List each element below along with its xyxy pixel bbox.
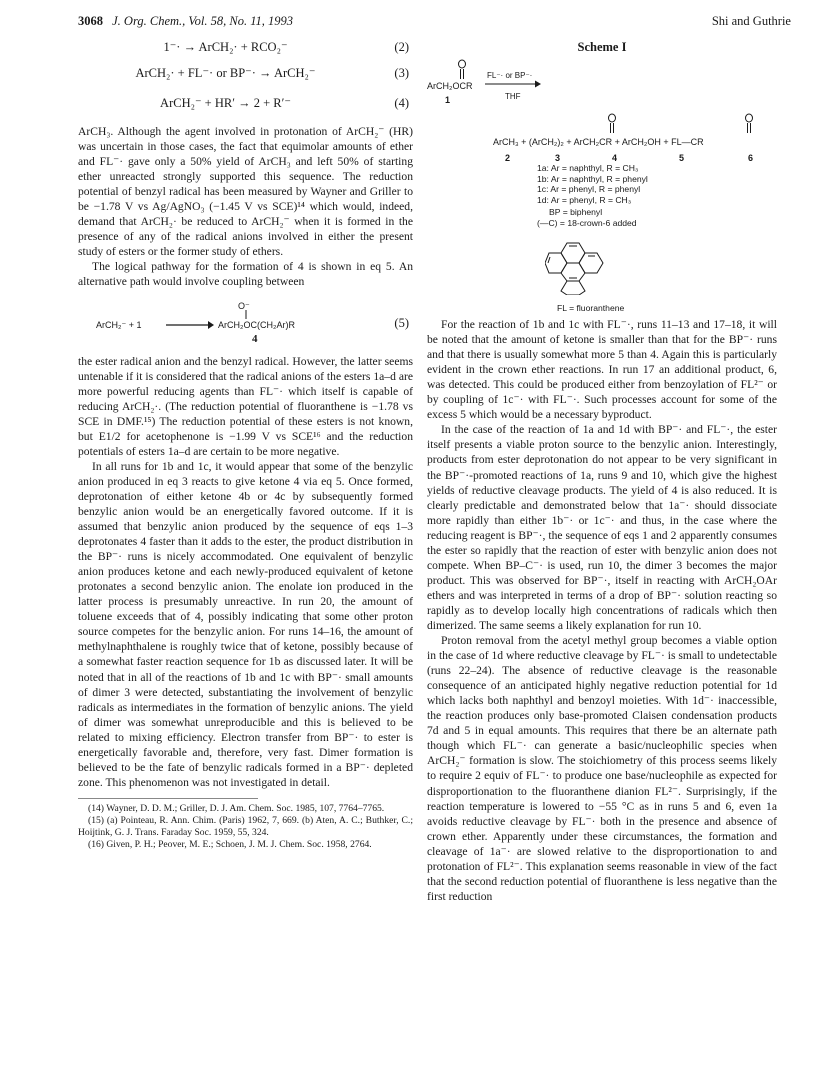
products: ArCH₃ + (ArCH₂)₂ + ArCH₂CR + ArCH₂OH + FL—CR xyxy=(493,137,704,148)
page-header xyxy=(78,14,791,30)
scheme-title: Scheme I xyxy=(577,40,627,54)
fluoranthene-structure-icon xyxy=(545,239,615,295)
running-authors: Shi and Guthrie xyxy=(711,14,791,28)
scheme-definitions: 1a: Ar = naphthyl, R = CH₃ 1b: Ar = naphthyl, R = phenyl 1c: Ar = phenyl, R = phenyl 1d: Ar = phenyl, R = CH₃ BP = biphenyl (—C) = 18-crown-6 added xyxy=(537,163,648,229)
equation-3: ArCH₂· + FL⁻· or BP⁻· → ArCH₂⁻ (3) xyxy=(135,66,409,80)
footnote-16: (16) Given, P. H.; Peover, M. E.; Schoen, J. M. J. Chem. Soc. 1958, 2764. xyxy=(88,839,372,851)
equation-4: ArCH₂⁻ + HR′ → 2 + R′⁻ (4) xyxy=(160,96,409,110)
carbonyl-icon xyxy=(456,59,468,81)
footnote-15: (15) (a) Pointeau, R. Ann. Chim. (Paris) 1962, 7, 669. (b) Aten, A. C.; Buthker, C.; Hoijtink, G. J. Trans. Faraday Soc. 1959, 55, 324. xyxy=(78,815,413,839)
journal-citation: J. Org. Chem., Vol. 58, No. 11, 1993 xyxy=(112,14,294,28)
carbonyl-icon xyxy=(606,113,618,135)
paragraph: the ester radical anion and the benzyl radical. However, the latter seems untenable if it is considered that the radical anions of the esters 1a–d are more powerful reducing agents than FL⁻· which itself is capable of reducing ArCH₂·. (The reduction potential of fluoranthene is −1.78 vs SCE in DMF.¹⁵) The reduction potential of these esters is not known, but E1/2 for acetophenone is −1.99 V vs SCE¹⁶ and the reduction potentials of esters 1a–d are certain to be more negative. xyxy=(78,354,413,458)
page-number: 3068 xyxy=(78,14,103,28)
reactant: ArCH₂OCR xyxy=(427,81,473,92)
right-column xyxy=(427,40,777,904)
left-column xyxy=(78,40,413,852)
equation-2: 1⁻· → ArCH₂· + RCO₂⁻ (2) xyxy=(163,40,409,54)
paragraph: Proton removal from the acetyl methyl group becomes a viable option in the case of 1d where reductive cleavage by FL⁻· is small to undetectable (runs 22–24). The absence of reductive cleavage is the reasonable consequence of an anticipated highly negative reduction potential for 1d which lacks both naphthyl and benzoyl moieties. With 1d⁻· inaccessible, the reaction produces only base-promoted Claisen condensation products 7d and 5 in equal amounts. This requires that there be an alternate path though which FL⁻· can generate a basic/nucleophilic species when ArCH₂⁻ formation is slow. The stoichiometry of this process seems likely to require 2 equiv of FL⁻· to produce one base/nucleophile as expected for disproportionation to the fluoranthene dianion FL²⁻. Surprisingly, if the reaction temperature is lowered to −55 °C as in runs 5 and 6, even 1a avoids reductive cleavage by FL⁻· both in the presence and absence of crown ether. Apparently under these circumstances, the formation and cleavage of 1a⁻· are slowed relative to the disproportionation to and protonation of FL²⁻. This explanation seems reasonable in view of the fact that the second reduction potential of fluoranthene is less negative than the first reduction xyxy=(427,634,777,903)
paragraph: The logical pathway for the formation of 4 is shown in eq 5. An alternative path would involve coupling between xyxy=(78,260,413,289)
reaction-arrow-icon xyxy=(485,79,541,89)
carbonyl-icon xyxy=(743,113,755,135)
paragraph: For the reaction of 1b and 1c with FL⁻·, runs 11–13 and 17–18, it will be noted that the amount of ketone is smaller than that for the BP⁻· runs and that there is usually somewhat more 5 than 4. Again this is particularly evident in the crown ether reactions. In run 17 an additional product, 6, was detected. This could be produced either from benzoylation of FL²⁻ or by coupling of 1c⁻· with FL⁻·. Such processes account for some of the excess 5 which would be a necessary byproduct. xyxy=(427,318,777,422)
reaction-arrow-icon xyxy=(164,320,214,330)
fluoranthene-label: FL = fluoranthene xyxy=(557,303,625,314)
footnotes xyxy=(78,803,413,852)
scheme-1: ArCH₂OCR 1 FL⁻· or BP⁻· THF ArCH₃ + (ArCH₂)₂ + ArCH₂CR + ArCH₂OH + FL—CR 2 3 4 5 6 1a: Ar = naphthyl, R = CH₃ 1b: Ar = naphthyl, R = phenyl 1c: Ar = phenyl, R = phenyl 1d: Ar = phenyl, R = CH₃ BP = biphenyl (—C) = 18-crown-6 added FL = fluoranthene xyxy=(427,55,777,317)
paragraph: In the case of the reaction of 1a and 1d with BP⁻· and FL⁻·, the ester itself presents a viable proton source to the benzylic anion. Interestingly, products from ester deprotonation do not appear to be very significant in the BP⁻·-promoted reactions of 1a, runs 9 and 10, which give the highest yields of reductive cleavage products. The yield of 4 is also reduced. It is clearly predictable and demonstrated below that 1a⁻· should dissociate more rapidly than either 1b⁻· or 1c⁻· and thus, in the case where the reducing reagent is BP⁻·, the sequence of eqs 1 and 2 apparently consumes the ester so rapidly that the reaction of ester with benzylic anion does not compete. When BP–C⁻· is used, run 10, the dimer 3 becomes the major product. This was observed for BP⁻·, itself in reacting with ArCH₂OAr ethers and was interpreted in terms of a drop of BP⁻· solution reacting so rapidly as to develop locally high concentrations of radicals which then dimerized. The same seems a likely explanation for run 10. xyxy=(427,423,777,632)
footnote-14: (14) Wayner, D. D. M.; Griller, D. J. Am. Chem. Soc. 1985, 107, 7764–7765. xyxy=(88,802,385,814)
paragraph: In all runs for 1b and 1c, it would appear that some of the benzylic anion produced in eq 3 reacts to give ketone 4 via eq 5. Once formed, deprotonation of either ketone 4b or 4c by subsequently formed benzylic anion would be an energetically favored outcome. If it is assumed that benzylic anion produced by the sequence of eqs 1–3 deprotonates 4 faster than it adds to the ester, the product distribution in the BP⁻· runs is nicely accommodated. One equivalent of benzylic anion produces ketone and each newly-produced equivalent of ketone protonates a second benzylic anion. The enolate ion produced in the latter process is presumably unreactive. In run 20, the amount of toluene exceeds that of 4, possibly indicating that some other proton source competes for the benzylic anion. For runs 14–16, the amount of methylnaphthalene is roughly twice that of ketone, possibly because of a somewhat faster reaction sequence for 1b as discussed later. It will be noted that in all of the reactions of 1b and 1c with BP⁻· small amounts of dimer 3 were detected, substantiating the involvement of benzylic radicals as intermediates in the formation of benzylic anions. The yield of dimer was somewhat unreproducible and this is believed to be related to mixing efficiency. Electron transfer from BP⁻· to ester is energetically favorable and, therefore, very fast. Dimer formation is believed to be the fate of benzylic radicals formed in a BP⁻· depleted zone. This phenomenon was not investigated in detail. xyxy=(78,459,413,789)
paragraph: ArCH₃. Although the agent involved in protonation of ArCH₂⁻ (HR) was uncertain in those cases, the fact that equimolar amounts of ether and FL⁻· gave only a 50% yield of ArCH₃ and left 50% of starting ether unreacted strongly supported this sequence. The reduction potential of benzyl radical has been measured by Wayner and Griller to be −1.78 V vs Ag/AgNO₃ (−1.45 V vs SCE)¹⁴ which would, indeed, demand that ArCH₂· be reduced to ArCH₂⁻ when it is formed in the presence of any of the radical anions involved in either the present study of esters or the former study of ethers. xyxy=(78,125,413,259)
equation-5: ArCH₂⁻ + 1 O⁻ ArCH₂OC(CH₂Ar)R 4 (5) xyxy=(96,300,409,345)
